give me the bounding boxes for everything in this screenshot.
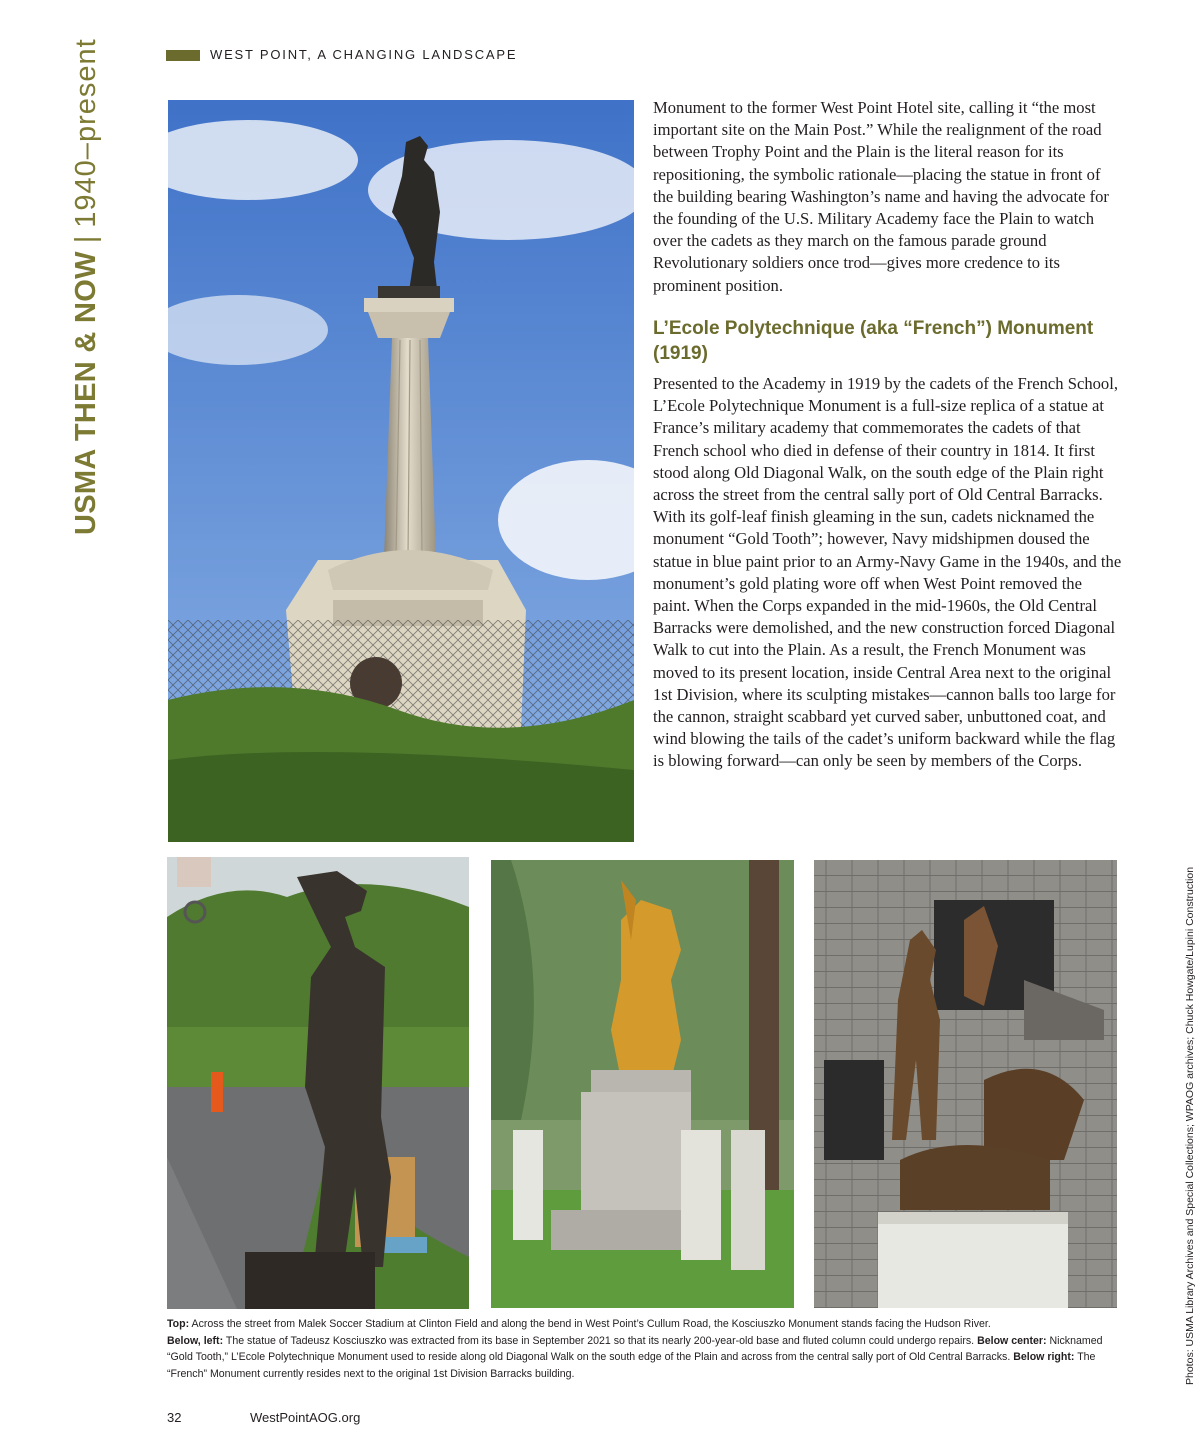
article-paragraph-2: Presented to the Academy in 1919 by the cadets of the French School, L’Ecole Polytechnique Monument is a full-size replica of a statue at France’s military academy that commemorates the cadets of that French school who died in defense of their country in 1814. It first stood along Old Diagonal Walk, on the south edge of the Plain right across the street from the central sally port of Old Central Barracks. With its golf-leaf finish gleaming in the sun, cadets nicknamed the monument “Gold Tooth”; however, Navy midshipmen doused the statue in blue paint prior to an Army-Navy Game in the 1940s, and the monument’s gold plating wore off when West Point removed the paint. When the Corps expanded in the mid-1960s, the Old Central Barracks were demolished, and the new construction forced Diagonal Walk to cut into the Plain. As a result, the French Monument was moved to its present location, inside Central Area next to the original 1st Division, where its sculpting mistakes—cannon balls too large for the cannon, straight scabbard yet curved saber, unbuttoned coat, and wind blowing the tails of the cadet’s uniform backward while the flag is blowing forward—can only be seen by members of the Corps. [653,374,1122,771]
kosciuszko-monument-photo [168,100,634,842]
kosciuszko-statue-extracted-photo [167,857,469,1309]
site-url: WestPointAOG.org [250,1410,361,1425]
series-title [70,38,103,535]
series-name: USMA THEN & NOW [70,251,102,535]
series-era: 1940–present [70,38,102,228]
section-label: WEST POINT, A CHANGING LANDSCAPE [210,47,518,62]
caption-below-center-text: Nicknamed “Gold Tooth,” L’Ecole Polytechnique Monument used to reside along old Diagonal Walk on the south edge of the Plain and across from the central sally port of Old Central Barracks. [167,1334,1103,1363]
caption-below-right-text: The “French” Monument currently resides next to the original 1st Division Barracks building. [167,1351,1096,1380]
french-monument-current-photo [814,860,1117,1308]
page-number: 32 [167,1410,182,1425]
caption-top-text: Across the street from Malek Soccer Stadium at Clinton Field and along the bend in West Point’s Cullum Road, the Kosciuszko Monument stands facing the Hudson River. [189,1318,991,1330]
caption-below-center-label: Below center: [977,1334,1047,1347]
series-separator: | [70,235,102,244]
photo-credit: Photos: USMA Library Archives and Special Collections; WPAOG archives; Chuck Howgate/Lupini Construction [1184,866,1196,1385]
caption-below-right-label: Below right: [1013,1351,1075,1363]
article-paragraph-1: Monument to the former West Point Hotel site, calling it “the most important site on the Main Post.” While the realignment of the road between Trophy Point and the Plain is the literal reason for its repositioning, the symbolic rationale—placing the statue in front of the building bearing Washington’s name and having the advocate for the founding of the U.S. Military Academy face the Plain to watch over the cadets as they march on the famous parade ground Revolutionary soldiers once trod—gives more credence to its prominent position. [653,98,1109,295]
caption-top-label: Top: [167,1318,190,1330]
caption-below-left-text: The statue of Tadeusz Kosciuszko was extracted from its base in September 2021 so that its nearly 200-year-old base and fluted column could undergo repairs. [223,1334,975,1347]
section-heading: L’Ecole Polytechnique (aka “French”) Monument (1919) [653,318,1094,364]
gold-tooth-monument-photo [491,860,794,1308]
header-accent-bar [166,50,200,61]
photo-caption [167,1316,1122,1382]
caption-below-left-label: Below, left: [167,1334,224,1347]
